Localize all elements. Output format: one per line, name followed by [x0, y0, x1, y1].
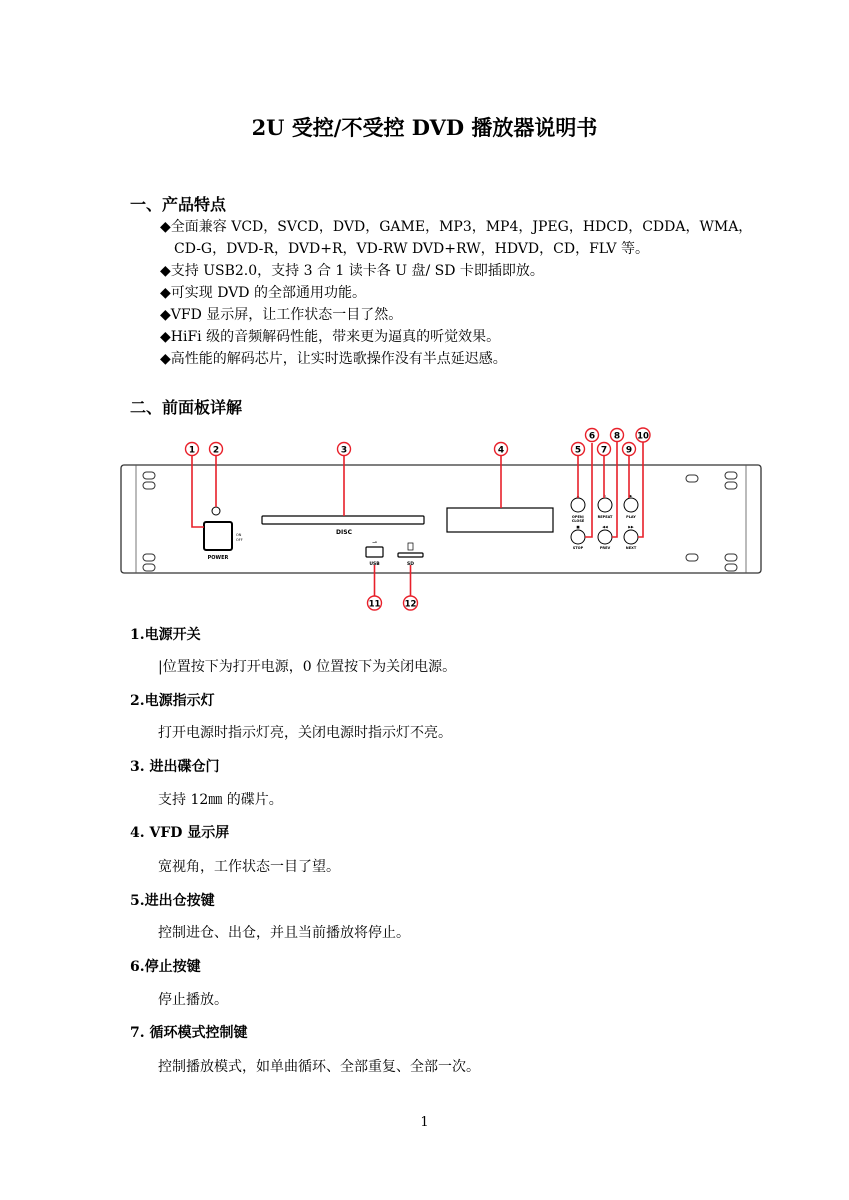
- play-button: [624, 498, 638, 512]
- prev-icon: ◀◀: [602, 525, 608, 529]
- next-button: [624, 530, 638, 544]
- next-icon: ▶▶: [628, 525, 634, 529]
- usb-label: USB: [369, 562, 380, 567]
- stop-button: [571, 530, 585, 544]
- item-title: 4. VFD 显示屏: [130, 825, 230, 841]
- feature-item: ◆支持 USB2.0，支持 3 合 1 读卡各 U 盘/ SD 卡即插即放。: [160, 263, 544, 279]
- callout-3: 3: [340, 445, 348, 456]
- eject-icon: ▲: [576, 494, 580, 498]
- open-close-button: [571, 498, 585, 512]
- feature-item: ◆可实现 DVD 的全部通用功能。: [160, 285, 366, 301]
- callout-2: 2: [212, 445, 220, 456]
- repeat-icon: ↻: [603, 494, 607, 498]
- open-close-label: OPEN/: [571, 515, 585, 519]
- play-icon: ▶: [629, 494, 633, 498]
- callout-12: 12: [404, 599, 417, 610]
- section-features-heading: 一、产品特点: [130, 195, 227, 214]
- vfd-display: [447, 508, 553, 532]
- disc-label: DISC: [336, 529, 352, 536]
- stop-icon: ■: [576, 525, 580, 529]
- callout-11: 11: [368, 599, 381, 610]
- item-desc: 停止播放。: [158, 992, 228, 1008]
- usb-icon: ⇀: [371, 539, 378, 546]
- stop-label: STOP: [572, 546, 584, 550]
- sd-label: SD: [407, 562, 414, 567]
- off-label: OFF: [236, 538, 243, 542]
- callout-4: 4: [497, 445, 505, 456]
- feature-list: [160, 216, 753, 370]
- item-title: 6.停止按键: [130, 959, 201, 975]
- item-title: 7. 循环模式控制键: [130, 1025, 248, 1041]
- power-label: POWER: [207, 555, 229, 561]
- repeat-button: [598, 498, 612, 512]
- usb-port: [366, 547, 383, 557]
- item-desc: 支持 12㎜ 的碟片。: [158, 792, 283, 808]
- item-desc: 控制进仓、出仓，并且当前播放将停止。: [158, 925, 410, 941]
- item-title: 1.电源开关: [130, 627, 201, 643]
- feature-item: ◆高性能的解码芯片，让实时选歌操作没有半点延迟感。: [160, 351, 507, 367]
- section-front-panel-heading: 二、前面板详解: [130, 398, 243, 417]
- callout-8: 8: [613, 431, 621, 442]
- open-close-label-2: CLOSE: [571, 519, 585, 523]
- repeat-label: REPEAT: [597, 515, 613, 519]
- power-indicator-led: [212, 507, 220, 515]
- next-label: NEXT: [625, 546, 637, 550]
- on-label: ON: [236, 533, 242, 537]
- feature-item: ◆VFD 显示屏，让工作状态一目了然。: [160, 307, 403, 323]
- page-number: 1: [420, 1115, 429, 1130]
- play-label: PLAY: [626, 515, 636, 519]
- item-desc: |位置按下为打开电源，0 位置按下为关闭电源。: [158, 659, 457, 675]
- item-desc: 控制播放模式，如单曲循环、全部重复、全部一次。: [158, 1059, 480, 1075]
- feature-item: ◆HiFi 级的音频解码性能，带来更为逼真的听觉效果。: [160, 329, 501, 345]
- item-title: 3. 进出碟仓门: [130, 759, 220, 775]
- callout-7: 7: [600, 445, 608, 456]
- document-title: 2U 受控/不受控 DVD 播放器说明书: [251, 115, 598, 140]
- callout-5: 5: [574, 445, 582, 456]
- prev-label: PREV: [599, 546, 611, 550]
- callout-6: 6: [588, 431, 596, 442]
- power-switch: [204, 522, 232, 550]
- front-panel-diagram: [120, 425, 770, 620]
- callout-9: 9: [625, 445, 633, 456]
- feature-item: ◆全面兼容 VCD，SVCD，DVD，GAME，MP3，MP4，JPEG，HDCD，CDDA，WMA，: [160, 219, 753, 235]
- disc-slot: [262, 516, 424, 524]
- callout-1: 1: [188, 445, 196, 456]
- sd-slot: [398, 553, 423, 557]
- callout-10: 10: [637, 431, 649, 442]
- item-title: 5.进出仓按键: [130, 893, 215, 909]
- prev-button: [598, 530, 612, 544]
- item-desc: 打开电源时指示灯亮，关闭电源时指示灯不亮。: [158, 725, 452, 741]
- feature-item-continued: CD-G，DVD-R，DVD+R，VD-RW DVD+RW，HDVD，CD，FLV 等。: [174, 241, 649, 257]
- item-desc: 宽视角，工作状态一目了望。: [158, 859, 340, 875]
- item-title: 2.电源指示灯: [130, 693, 215, 709]
